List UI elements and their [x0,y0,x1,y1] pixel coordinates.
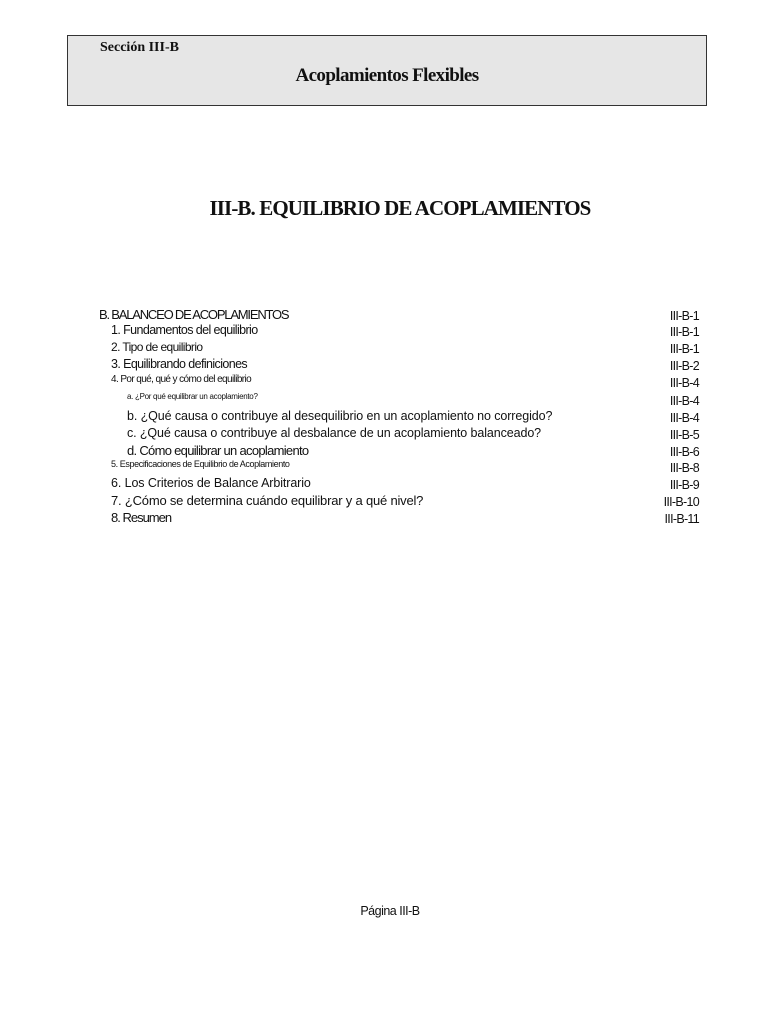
toc-entry [0,374,768,391]
section-header [67,35,707,106]
toc-entry [0,340,768,357]
toc-entry-page: III-B-1 [669,309,699,323]
section-label: Sección III-B [100,40,179,55]
toc-entry [0,426,768,443]
toc-entry-label: 2. Tipo de equilibrio [111,340,203,354]
toc-entry-page: III-B-10 [663,495,699,509]
toc-entry-label: 3. Equilibrando definiciones [111,357,248,371]
toc-entry-page: III-B-4 [669,411,699,425]
toc-entry-page: III-B-4 [669,376,699,390]
toc-entry-label: 6. Los Criterios de Balance Arbitrario [111,476,311,490]
toc-entry-label: 8. Resumen [111,510,172,525]
toc-entry-label: a. ¿Por qué equilibrar un acoplamiento? [127,392,258,401]
toc-entry-page: III-B-11 [664,512,699,526]
toc-entry-label: 5. Especificaciones de Equilibrio de Acoplamiento [111,459,290,469]
toc-entry-label: b. ¿Qué causa o contribuye al desequilibrio en un acoplamiento no corregido? [127,409,553,423]
toc-entry-page: III-B-5 [669,428,699,442]
toc-entry [0,323,768,340]
toc-entry-label: B. BALANCEO DE ACOPLAMIENTOS [99,307,289,322]
toc-entry-page: III-B-9 [669,478,699,492]
toc-entry [0,357,768,374]
toc-entry-label: 1. Fundamentos del equilibrio [111,323,258,337]
toc-entry-page: III-B-8 [669,461,699,475]
toc-entry-page: III-B-6 [669,445,699,459]
toc-entry [0,459,768,476]
toc-entry-label: 7. ¿Cómo se determina cuándo equilibrar y a qué nivel? [111,493,424,508]
toc-entry [0,476,768,493]
toc-entry [0,510,768,527]
toc-entry-label: c. ¿Qué causa o contribuye al desbalance de un acoplamiento balanceado? [127,426,542,440]
toc-entry [0,392,768,409]
toc-entry-label: 4. Por qué, qué y cómo del equilibrio [111,374,252,385]
document-title: III-B. EQUILIBRIO DE ACOPLAMIENTOS [209,196,591,220]
toc-entry [0,307,768,324]
section-title: Acoplamientos Flexibles [295,65,479,86]
toc-entry-page: III-B-1 [669,342,699,356]
toc-entry [0,409,768,426]
toc-entry-page: III-B-4 [669,394,699,408]
toc-entry-page: III-B-1 [669,325,699,339]
toc-entry [0,443,768,460]
page-number: Página III-B [360,904,420,918]
toc-entry-label: d. Cómo equilibrar un acoplamiento [127,443,309,458]
toc-entry [0,493,768,510]
toc-entry-page: III-B-2 [669,359,699,373]
